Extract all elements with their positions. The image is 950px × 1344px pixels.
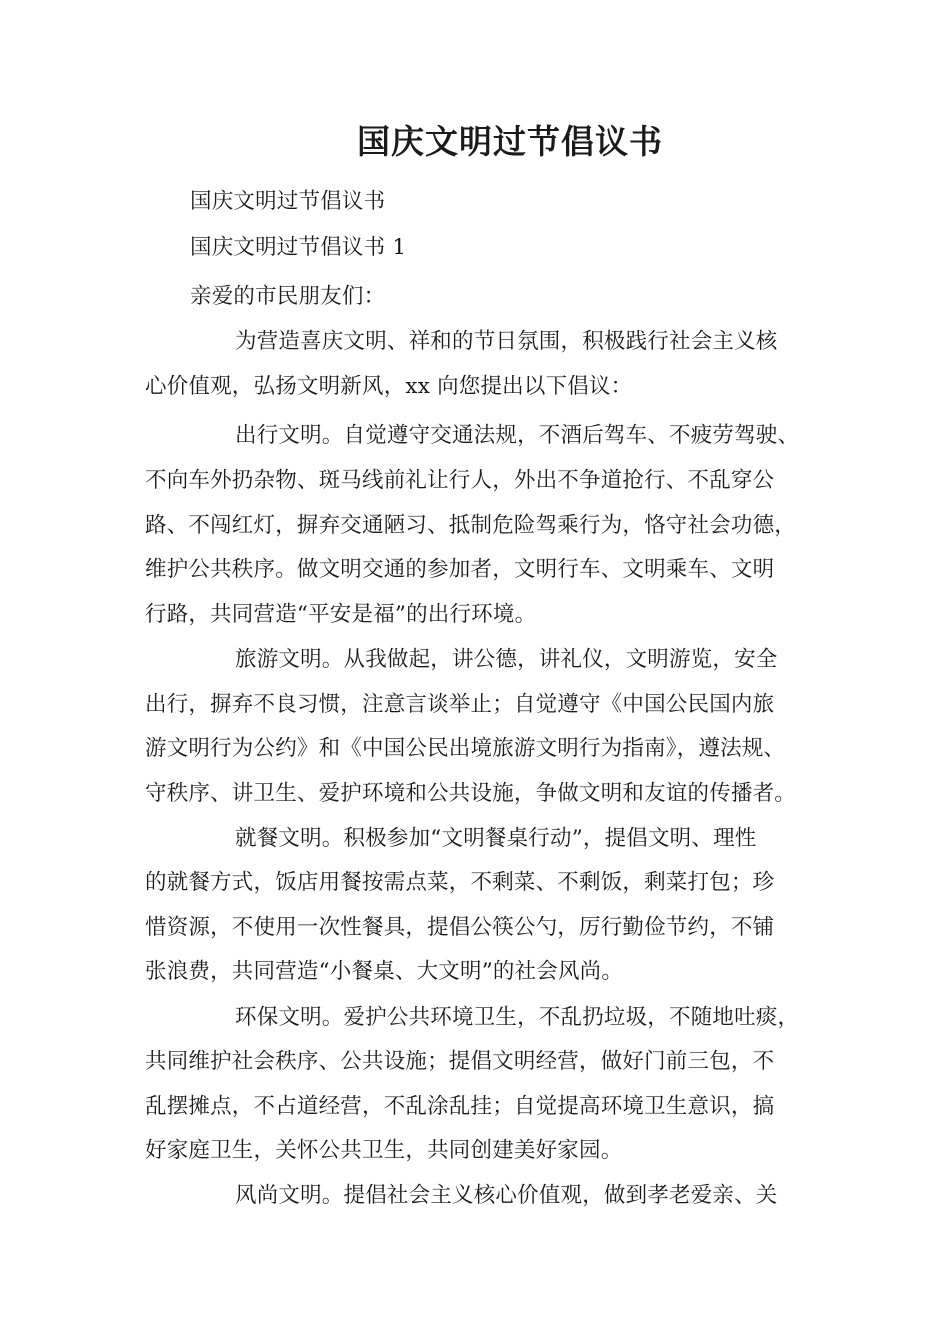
paragraph-line: 张浪费，共同营造“小餐桌、大文明”的社会风尚。 — [145, 959, 624, 984]
paragraph-line: 的就餐方式，饭店用餐按需点菜，不剩菜、不剩饭，剩菜打包；珍 — [145, 870, 775, 895]
subtitle-number-line: 国庆文明过节倡议书 1 — [190, 235, 407, 260]
paragraph-line: 旅游文明。从我做起，讲公德，讲礼仪，文明游览，安全 — [235, 647, 778, 672]
paragraph-line: 环保文明。爱护公共环境卫生，不乱扔垃圾，不随地吐痰， — [235, 1005, 800, 1030]
paragraph-line: 出行文明。自觉遵守交通法规，不酒后驾车、不疲劳驾驶、 — [235, 423, 800, 448]
paragraph-line: 守秩序、讲卫生、爱护环境和公共设施，争做文明和友谊的传播者。 — [145, 781, 797, 806]
paragraph-line: 维护公共秩序。做文明交通的参加者，文明行车、文明乘车、文明 — [145, 557, 775, 582]
paragraph-line: 好家庭卫生，关怀公共卫生，共同创建美好家园。 — [145, 1138, 623, 1163]
paragraph-line: 行路，共同营造“平安是福”的出行环境。 — [145, 602, 537, 627]
paragraph-line: 心价值观，弘扬文明新风，xx 向您提出以下倡议： — [145, 374, 633, 399]
paragraph-line: 路、不闯红灯，摒弃交通陋习、抵制危险驾乘行为，恪守社会功德， — [145, 513, 797, 538]
paragraph-line: 游文明行为公约》和《中国公民出境旅游文明行为指南》，遵法规、 — [145, 736, 786, 761]
paragraph-line: 风尚文明。提倡社会主义核心价值观，做到孝老爱亲、关 — [235, 1183, 778, 1208]
paragraph-line: 不向车外扔杂物、斑马线前礼让行人，外出不争道抢行、不乱穿公 — [145, 468, 775, 493]
paragraph-line: 为营造喜庆文明、祥和的节日氛围，积极践行社会主义核 — [235, 329, 778, 354]
paragraph-line: 出行，摒弃不良习惯，注意言谈举止；自觉遵守《中国公民国内旅 — [145, 692, 775, 717]
paragraph-line: 乱摆摊点，不占道经营，不乱涂乱挂；自觉提高环境卫生意识，搞 — [145, 1094, 775, 1119]
document-title: 国庆文明过节倡议书 — [357, 122, 663, 161]
salutation-line: 亲爱的市民朋友们： — [190, 284, 386, 309]
subtitle-line: 国庆文明过节倡议书 — [190, 189, 386, 214]
paragraph-line: 共同维护社会秩序、公共设施；提倡文明经营，做好门前三包，不 — [145, 1049, 775, 1074]
paragraph-line: 惜资源，不使用一次性餐具，提倡公筷公勺，厉行勤俭节约，不铺 — [145, 915, 775, 940]
paragraph-line: 就餐文明。积极参加“文明餐桌行动”，提倡文明、理性 — [235, 826, 757, 851]
